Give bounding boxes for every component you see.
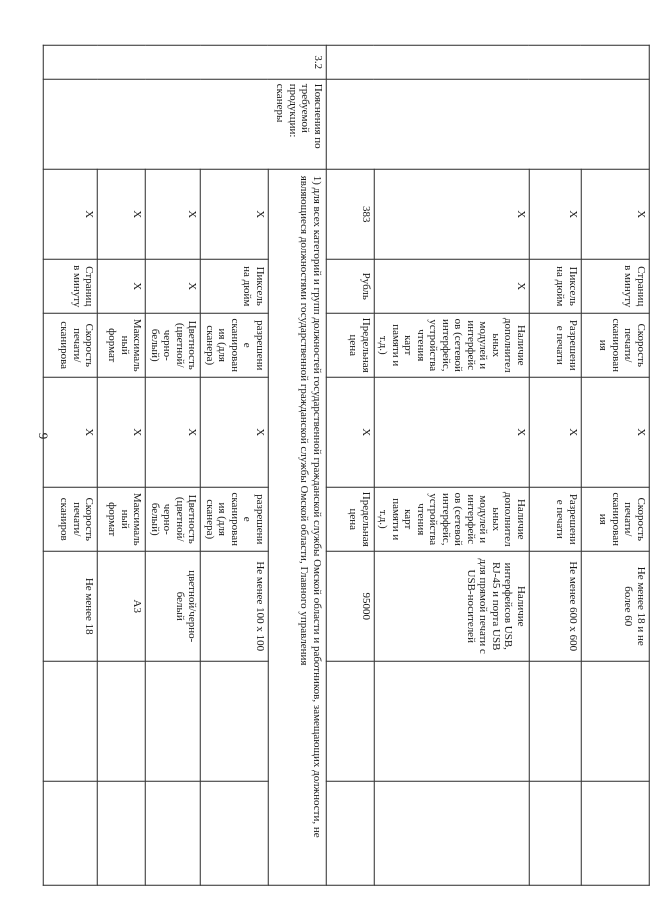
value-cell: А3 [98,551,146,661]
unit-name-cell: X [374,259,529,313]
justification-cell [326,661,374,781]
table-row [98,45,146,885]
unit-code-cell: X [529,169,581,259]
unit-name-cell: X [146,259,201,313]
value-cell: X [98,377,146,487]
characteristic-cell: разрешение сканирования (для сканера) [201,313,269,377]
characteristic-cell: разрешение сканирования (для сканера) [201,487,269,551]
position-scope-cell: 1) для всех категорий и групп должностей государственной гражданской службы Омской области и работников, замещающих должности, не являющиеся должностями государственной гражданской службы Омской области, Главного управления [268,169,326,885]
value-cell: X [529,377,581,487]
characteristic-cell: Скорость печати/сканиров [44,487,98,551]
justification-cell [146,661,201,781]
value-cell: Не менее 18 [44,551,98,661]
characteristic-cell: Наличие дополнительных модулей и интерфейсов (сетевой интерфейс, устройства чтения карт памяти и т.д.) [374,487,529,551]
justification-cell [44,661,98,781]
unit-code-cell: X [44,169,98,259]
value-cell: X [44,377,98,487]
table-row [44,45,98,885]
justification-cell [529,661,581,781]
characteristic-cell: Предельная цена [326,313,374,377]
unit-code-cell: 383 [326,169,374,259]
value-cell: Не менее 600 х 600 [529,551,581,661]
function-cell [98,781,146,885]
unit-name-cell: Страниц в минуту [581,259,649,313]
function-cell [201,781,269,885]
justification-cell [374,661,529,781]
characteristic-cell: Максимальный формат [98,487,146,551]
characteristic-cell: Максимальный формат [98,313,146,377]
table-row [268,45,326,885]
product-name-cell [326,79,649,169]
row-number-cell: 3.2 [44,45,327,79]
characteristic-cell: Разрешение печати [529,487,581,551]
function-cell [146,781,201,885]
unit-code-cell: X [581,169,649,259]
unit-name-cell: Пиксель на дюйм [201,259,269,313]
unit-code-cell: X [201,169,269,259]
function-cell [326,781,374,885]
function-cell [374,781,529,885]
characteristic-cell: Предельная цена [326,487,374,551]
table-row [581,45,649,885]
value-cell: Не менее 100 х 100 [201,551,269,661]
function-cell [529,781,581,885]
value-cell: X [146,377,201,487]
unit-code-cell: X [98,169,146,259]
justification-cell [581,661,649,781]
unit-code-cell: X [146,169,201,259]
value-cell: X [326,377,374,487]
value-cell: X [374,377,529,487]
value-cell: Наличие интерфейсов USB, RJ-45 и порта USB для прямой печати с USB-носителей [374,551,529,661]
page-number: 9 [36,432,51,440]
unit-code-cell: X [374,169,529,259]
row-number-cell [326,45,649,79]
function-cell [44,781,98,885]
value-cell: X [201,377,269,487]
characteristic-cell: Цветность (цветной/черно-белый) [146,487,201,551]
unit-name-cell: Пиксель на дюйм [529,259,581,313]
table-row [326,45,374,885]
function-cell [581,781,649,885]
unit-name-cell: X [98,259,146,313]
justification-cell [98,661,146,781]
unit-name-cell: Рубль [326,259,374,313]
unit-name-cell: Страниц в минуту [44,259,98,313]
characteristic-cell: Наличие дополнительных модулей и интерфейсов (сетевой интерфейс, устройства чтения карт памяти и т.д.) [374,313,529,377]
characteristic-cell: Скорость печати/сканирова [44,313,98,377]
table-row [201,45,269,885]
characteristic-cell: Разрешение печати [529,313,581,377]
justification-cell [201,661,269,781]
characteristic-cell: Скорость печати/сканирования [581,487,649,551]
table-row [529,45,581,885]
table-row [374,45,529,885]
value-cell: 95000 [326,551,374,661]
value-cell: Не менее 18 и не более 60 [581,551,649,661]
value-cell: X [581,377,649,487]
value-cell: цветной/черно-белый [146,551,201,661]
characteristics-table [43,45,650,886]
characteristic-cell: Цветность (цветной/черно-белый) [146,313,201,377]
product-name-cell: Пояснения по требуемой продукции: сканеры [44,79,327,169]
table-row [146,45,201,885]
characteristic-cell: Скорость печати/сканирования [581,313,649,377]
